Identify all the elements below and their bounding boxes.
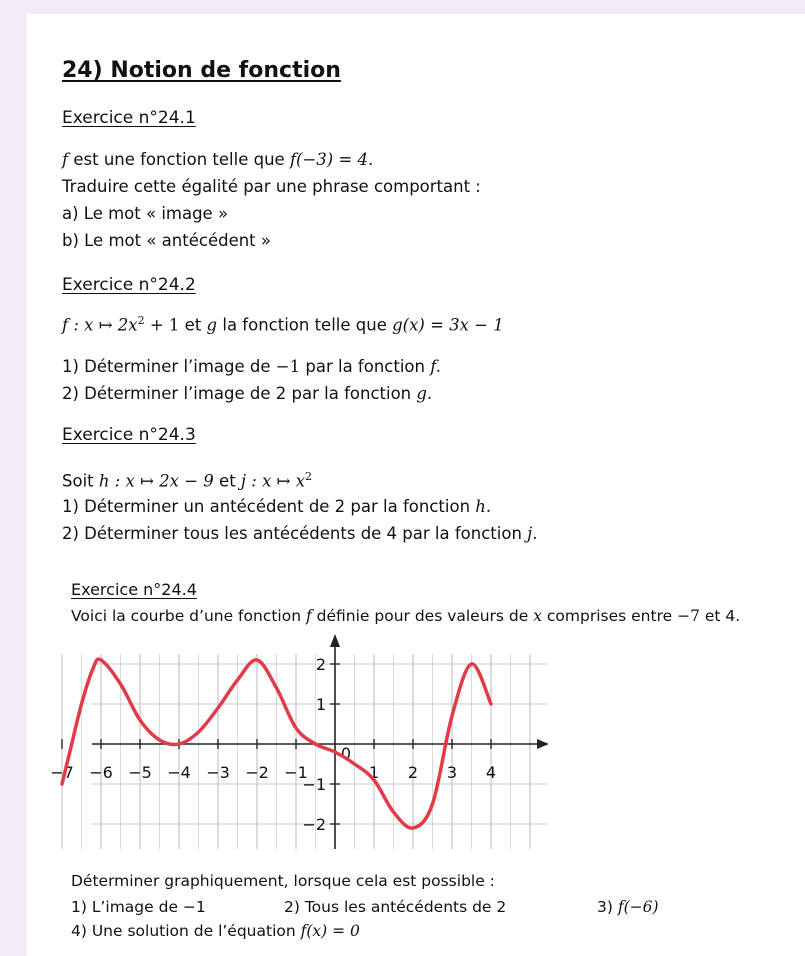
- ex4-q3-f: f(−6): [617, 898, 659, 916]
- ex4-q4-eq: f(x) = 0: [300, 922, 360, 940]
- ex4-question-2: 2) Tous les antécédents de 2: [284, 898, 507, 916]
- x-tick-label: −5: [128, 763, 152, 782]
- y-tick-label: 1: [315, 695, 326, 714]
- ex4-q4-text: 4) Une solution de l’équation: [71, 922, 301, 940]
- ex2-def-f-rest: + 1: [144, 315, 180, 335]
- ex3-soit: Soit: [62, 471, 99, 491]
- ex4-intro-v1: −7: [677, 607, 700, 625]
- origin-label: 0: [340, 744, 352, 763]
- y-tick-label: −1: [302, 775, 326, 794]
- ex4-intro-c: comprises entre: [541, 607, 678, 625]
- ex4-question-4: [71, 922, 360, 940]
- ex2-q2-g: g.: [416, 384, 433, 403]
- ex1-item-b: b) Le mot « antécédent »: [62, 231, 271, 250]
- x-tick-label: 3: [446, 763, 458, 782]
- ex2-q1-text: 1) Déterminer l’image de: [62, 357, 276, 376]
- x-tick-label: 4: [485, 763, 497, 782]
- ex3-et: et: [213, 471, 241, 491]
- ex2-def-g-eq: g(x) = 3x − 1: [392, 315, 504, 335]
- ex2-q1-f: f.: [430, 357, 441, 376]
- exercise-heading-1: Exercice n°24.1: [62, 108, 196, 128]
- ex4-intro-f: f: [305, 607, 312, 625]
- x-tick-label: −3: [206, 763, 230, 782]
- x-tick-label: −7: [50, 763, 74, 782]
- x-tick-label: −1: [284, 763, 308, 782]
- ex1-item-a: a) Le mot « image »: [62, 204, 229, 223]
- ex1-translate: Traduire cette égalité par une phrase comportant :: [62, 177, 481, 196]
- ex2-q1-val: −1: [275, 357, 301, 376]
- ex3-q1-h: h.: [475, 497, 492, 516]
- ex4-intro-x: x: [533, 607, 542, 625]
- ex2-q1-end: par la fonction: [300, 357, 431, 376]
- ex3-def-j: j : x ↦ x: [240, 471, 306, 491]
- ex4-intro-b: définie pour des valeurs de: [311, 607, 534, 625]
- y-tick-label: −2: [302, 815, 326, 834]
- y-tick-label: 2: [315, 655, 326, 674]
- ex4-q3-text: 3): [597, 898, 618, 916]
- x-tick-label: 2: [407, 763, 419, 782]
- ex2-def-f-exp: 2: [137, 314, 145, 327]
- x-tick-label: −4: [167, 763, 191, 782]
- ex1-intro-f: f: [62, 150, 69, 169]
- ex2-def-g: g: [206, 315, 218, 335]
- ex3-q2-j: j.: [527, 524, 538, 543]
- ex3-q1-text: 1) Déterminer un antécédent de 2 par la fonction: [62, 497, 476, 516]
- worksheet: [27, 14, 805, 956]
- x-tick-label: −2: [245, 763, 269, 782]
- ex3-q2-text: 2) Déterminer tous les antécédents de 4 par la fonction: [62, 524, 528, 543]
- ex1-intro-eq: f(−3) = 4.: [289, 150, 374, 169]
- exercise-heading-2: Exercice n°24.2: [62, 275, 196, 295]
- ex4-determine: Déterminer graphiquement, lorsque cela est possible :: [71, 872, 495, 890]
- ex2-def-text: la fonction telle que: [217, 315, 393, 335]
- x-tick-label: −6: [89, 763, 113, 782]
- ex4-intro-a: Voici la courbe d’une fonction: [71, 607, 306, 625]
- page-title: 24) Notion de fonction: [62, 58, 341, 83]
- ex1-intro-text: est une fonction telle que: [68, 150, 290, 169]
- x-tick-label: 1: [368, 763, 380, 782]
- x-axis-arrow: [537, 739, 549, 749]
- ex4-question-1: 1) L’image de −1: [71, 898, 206, 916]
- exercise-heading-4: Exercice n°24.4: [71, 580, 197, 599]
- exercise-heading-3: Exercice n°24.3: [62, 425, 196, 445]
- ex4-question-3: [597, 898, 659, 916]
- ex3-def-h: h : x ↦ 2x − 9: [98, 471, 214, 491]
- ex3-def-j-exp: 2: [305, 470, 313, 483]
- function-graph: [27, 14, 805, 956]
- ex2-def-mid: et: [179, 315, 207, 335]
- ex2-def-f: f : x ↦ 2x: [62, 315, 138, 335]
- ex2-q2-text: 2) Déterminer l’image de 2 par la fonction: [62, 384, 417, 403]
- y-axis-arrow: [330, 634, 340, 647]
- ex4-intro-d: et 4.: [699, 607, 741, 625]
